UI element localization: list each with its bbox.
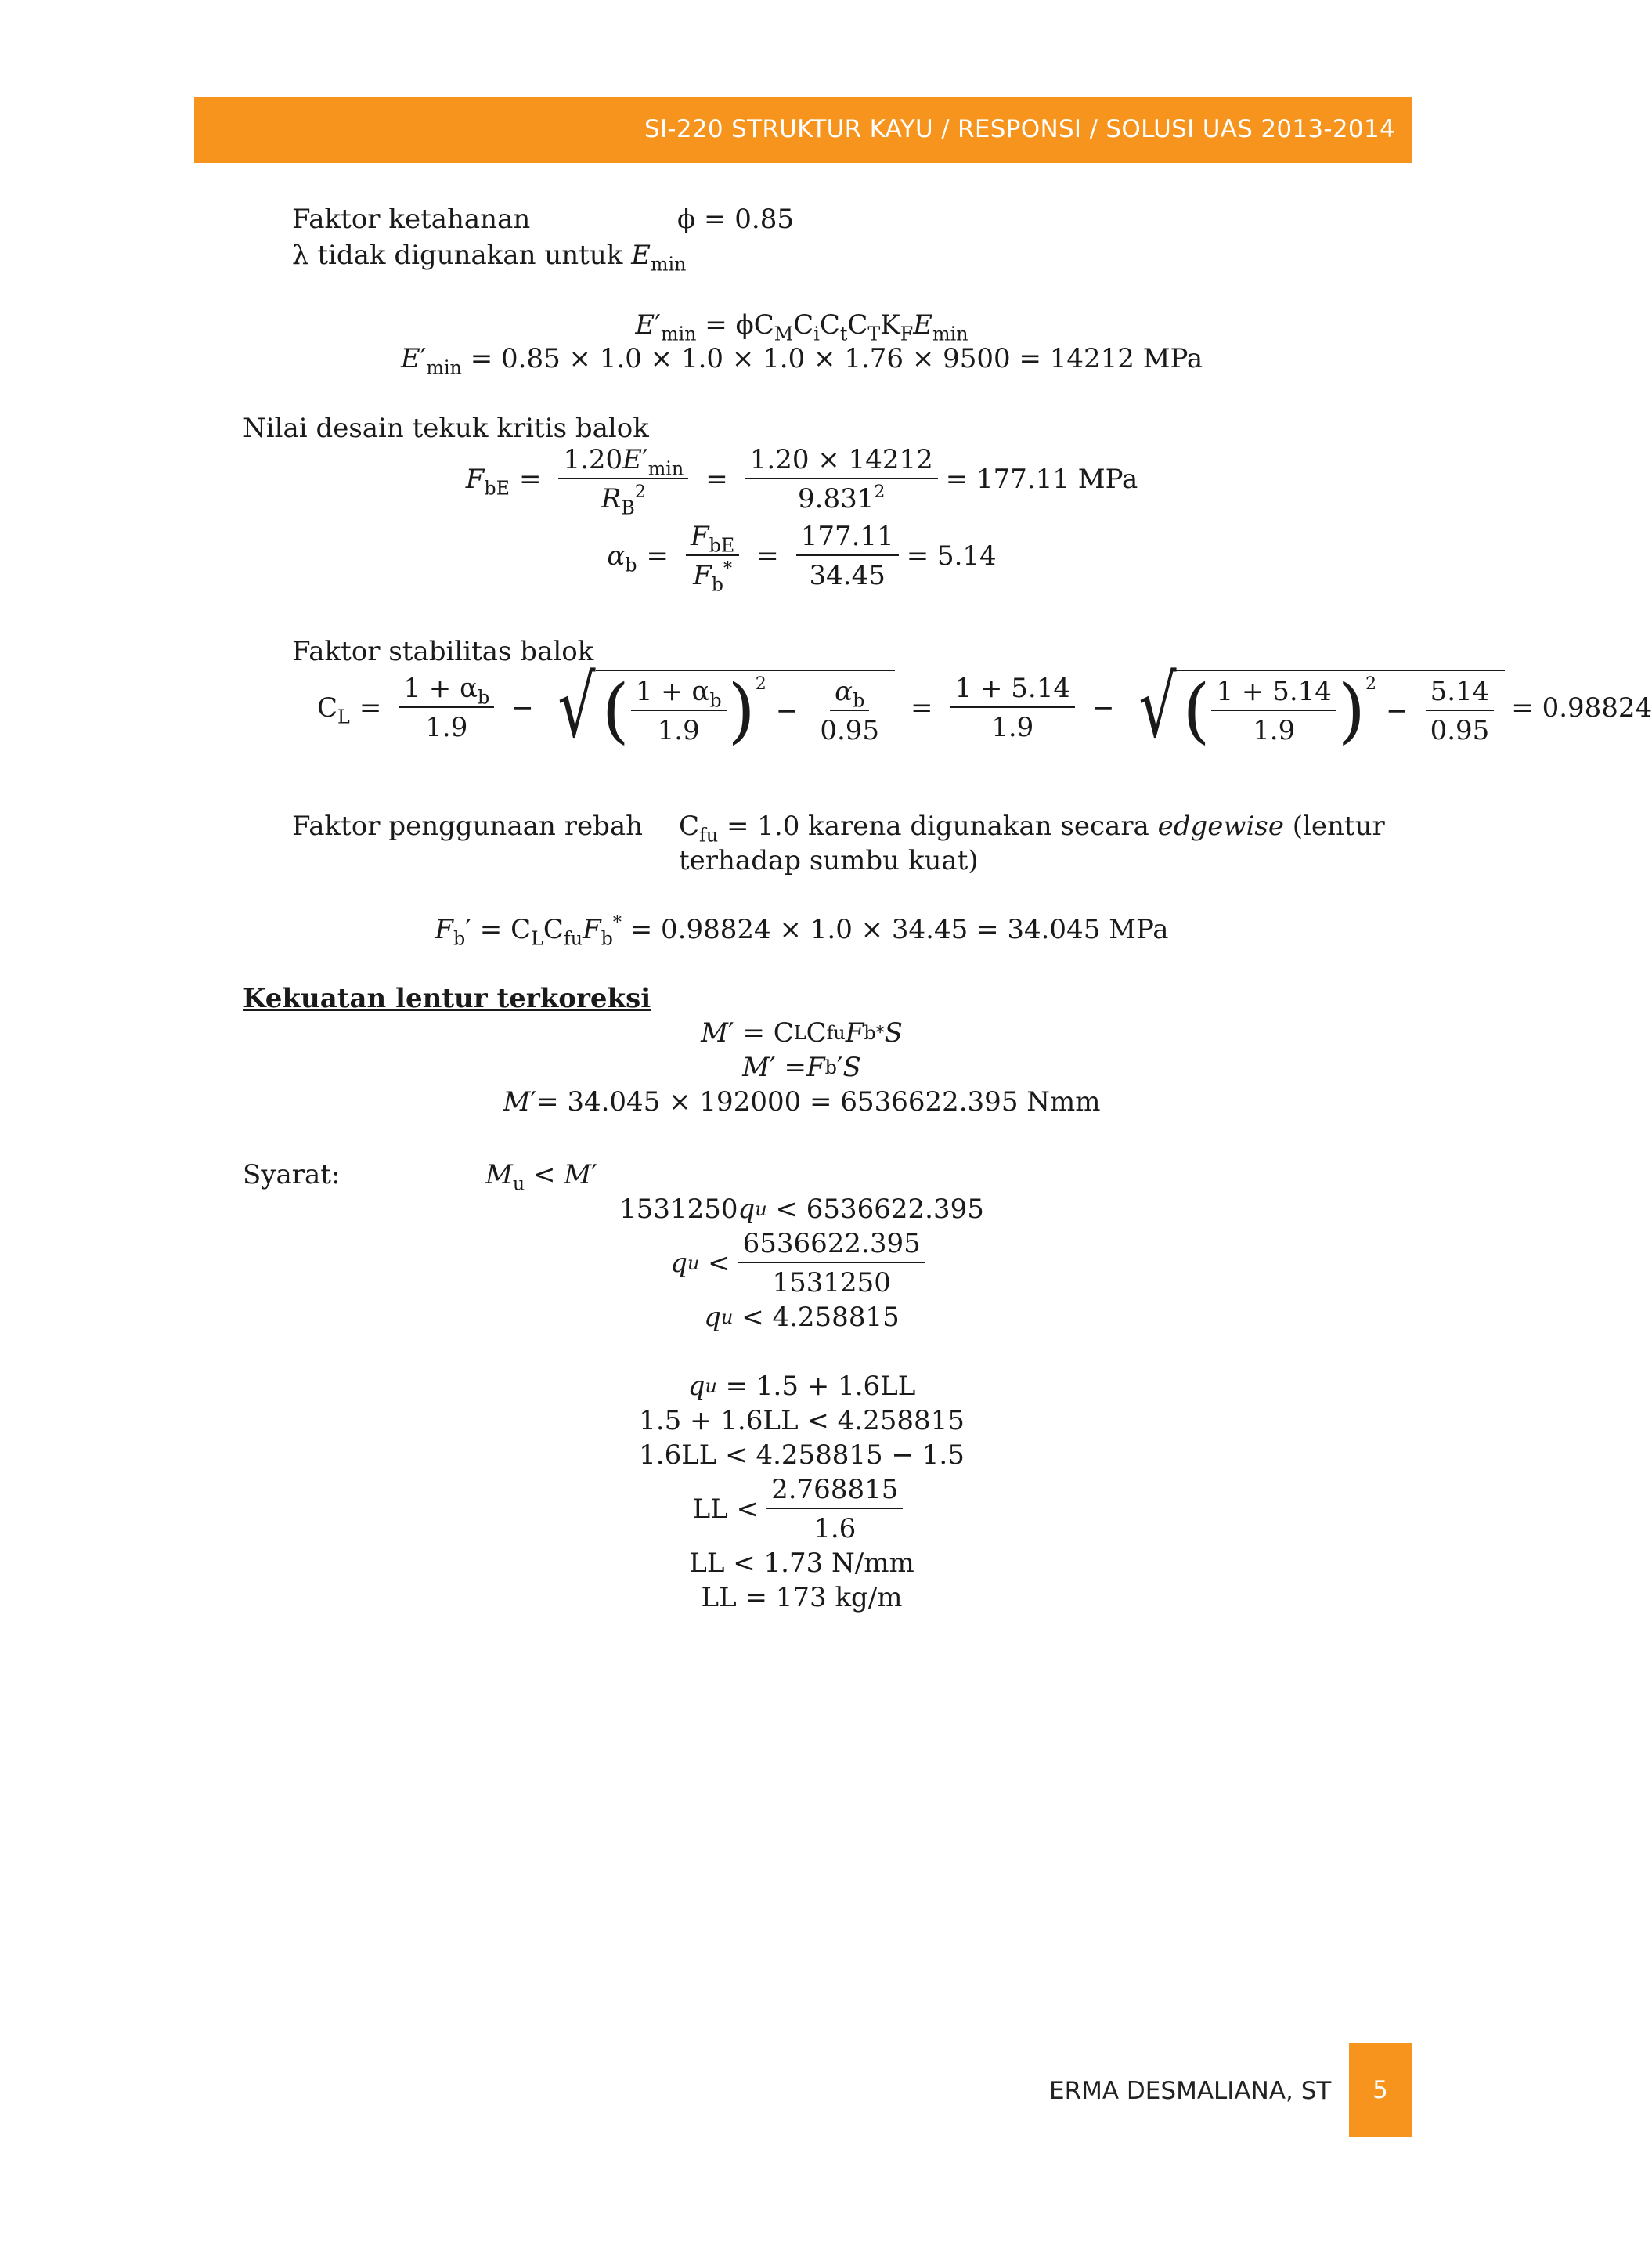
flat-use-value: $C_{fu} = 1.0$ karena digunakan secara edgewise (lentur (679, 811, 1385, 847)
flat-use-label: Faktor penggunaan rebah (292, 811, 644, 842)
fb-prime-equation: $F_b' = C_LC_{fu}F_b^* = 0.98824 \times 1.0 \times 34.45 = 34.045$ MPa (435, 912, 1169, 950)
corrected-title: Kekuatan lentur terkoreksi (243, 983, 651, 1014)
phi-label: Faktor ketahanan (292, 204, 531, 235)
page-number: 5 (1349, 2043, 1412, 2137)
fbe-result: = 177.11 MPa (945, 464, 1138, 495)
cl-result: = 0.98824 (1511, 692, 1652, 724)
fbe-equation: $F_{bE}$ = $\frac{1.20E'_{min}}{R_B^2}$ = $\frac{1.20 \times 14212}{9.831^2}$ = 177.11 MPa (465, 444, 1138, 519)
phi-value: ϕ = 0.85 (677, 204, 794, 235)
fbe-num: 1.20 × 14212 (745, 446, 938, 479)
footer-author: ERMA DESMALIANA, ST (1049, 2077, 1332, 2105)
alpha-equation: $\alpha_b$ = $\frac{F_{bE}}{F_b^*}$ = $\frac{177.11}{34.45}$ = 5.14 (607, 521, 997, 596)
condition-main: $M_u < M'$ (485, 1159, 597, 1195)
alpha-result: = 5.14 (906, 540, 997, 572)
cl-equation: $C_L$ = $\frac{1 + \alpha_b}{1.9}$ − √ ( $\frac{1 + \alpha_b}{1.9}$ ) 2 − $\frac{\alpha_b}{0.95}$ = $\frac{1 + 5.14}{1.9}$ − √ ( $\frac{1 + 5.14}{1.9}$ ) 2 − $\frac{5.14}{0.95}$ = 0.98824 (317, 659, 1652, 757)
buckling-title: Nilai desain tekuk kritis balok (243, 413, 649, 444)
condition-label: Syarat: (243, 1159, 341, 1190)
condition-steps: 1531250 q u < 6536622.395 q u < $\frac{6536622.395}{1531250}$ q u < 4.258815 q u = 1.5 + 1.6LL 1.5 + 1.6LL < 4.258815 1.6LL < 4.258815 − 1.5 LL < $\frac{2.768815}{1.6}$ LL < 1.73 N/mm LL = 173 kg/m (619, 1194, 984, 1613)
corrected-equations: M ′ = C L C fu F b * S M ′ = F b ′ S M ′ = 34.045 × 192000 = 6536622.395 Nmm (503, 1017, 1101, 1118)
stability-title: Faktor stabilitas balok (292, 636, 594, 667)
emin-formula: $E'_{min} = \phi C_MC_iC_tC_TK_FE_{min}$ (635, 309, 968, 345)
emin-calc: $E'_{min} = 0.85 \times 1.0 \times 1.0 \times 1.0 \times 1.76 \times 9500 = 14212$ MPa (400, 343, 1203, 379)
flat-use-value-line2: terhadap sumbu kuat) (679, 845, 979, 876)
header-title: SI-220 STRUKTUR KAYU / RESPONSI / SOLUSI UAS 2013-2014 (644, 115, 1395, 143)
header-bar (194, 97, 1412, 163)
lambda-note: λ tidak digunakan untuk $E_{min}$ (292, 240, 687, 276)
